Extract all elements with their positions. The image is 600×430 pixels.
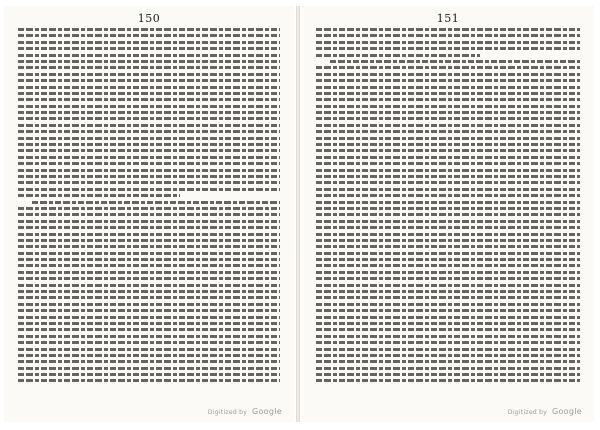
text-line — [316, 73, 580, 76]
text-line — [18, 296, 280, 299]
text-line — [18, 328, 280, 331]
text-line — [18, 169, 280, 172]
text-line — [18, 373, 280, 376]
text-line — [316, 149, 580, 152]
right-page-body-text — [316, 28, 580, 382]
text-line — [18, 137, 280, 140]
text-line — [18, 360, 280, 363]
text-line — [316, 271, 580, 274]
text-line — [18, 379, 280, 382]
text-line — [316, 379, 580, 382]
text-line — [316, 92, 580, 95]
watermark-prefix: Digitized by — [207, 409, 248, 416]
text-line — [18, 149, 280, 152]
google-logo: Google — [251, 407, 282, 416]
text-line — [316, 181, 580, 184]
text-line — [316, 316, 580, 319]
text-line — [18, 92, 280, 95]
book-gutter — [296, 6, 300, 422]
text-line — [18, 34, 280, 37]
text-line — [18, 245, 280, 248]
text-line — [18, 341, 280, 344]
text-line — [18, 47, 280, 50]
text-line — [18, 98, 280, 101]
text-line — [316, 143, 580, 146]
text-line — [18, 277, 280, 280]
text-line — [316, 98, 580, 101]
text-line — [18, 111, 280, 114]
left-page-body-text — [18, 28, 280, 382]
text-line — [316, 124, 580, 127]
text-line — [316, 156, 580, 159]
text-line — [18, 181, 280, 184]
text-line — [18, 73, 280, 76]
text-line — [18, 175, 280, 178]
text-line — [316, 233, 580, 236]
text-line — [316, 41, 580, 44]
text-line — [18, 66, 280, 69]
text-line — [316, 54, 480, 57]
text-line — [316, 245, 580, 248]
text-line — [18, 188, 280, 191]
text-line — [316, 79, 580, 82]
text-line — [316, 175, 580, 178]
text-line — [18, 117, 280, 120]
text-line — [316, 226, 580, 229]
text-line — [18, 226, 280, 229]
text-line — [316, 309, 580, 312]
text-line — [316, 66, 580, 69]
text-line — [18, 28, 280, 31]
text-line — [316, 220, 580, 223]
left-page-number: 150 — [137, 12, 161, 25]
text-line — [18, 105, 280, 108]
text-line — [316, 354, 580, 357]
text-line — [18, 124, 280, 127]
text-line — [316, 239, 580, 242]
text-line — [18, 367, 280, 370]
text-line — [18, 303, 280, 306]
text-line — [316, 264, 580, 267]
text-line — [316, 335, 580, 338]
text-line — [18, 239, 280, 242]
text-line — [18, 354, 280, 357]
text-line — [18, 252, 280, 255]
text-line — [316, 373, 580, 376]
text-line — [18, 233, 280, 236]
text-line — [330, 60, 580, 63]
text-line — [316, 169, 580, 172]
text-line — [316, 322, 580, 325]
text-line — [316, 130, 580, 133]
watermark-prefix: Digitized by — [507, 409, 548, 416]
text-line — [316, 367, 580, 370]
right-page-number: 151 — [436, 12, 460, 25]
text-line — [316, 111, 580, 114]
text-line — [18, 162, 280, 165]
text-line — [316, 207, 580, 210]
text-line — [316, 201, 580, 204]
text-line — [316, 34, 580, 37]
text-line — [316, 360, 580, 363]
text-line — [316, 86, 580, 89]
text-line — [18, 220, 280, 223]
text-line — [316, 303, 580, 306]
text-line — [316, 28, 580, 31]
text-line — [18, 86, 280, 89]
text-line — [316, 284, 580, 287]
text-line — [32, 201, 280, 204]
text-line — [316, 252, 580, 255]
text-line — [18, 322, 280, 325]
text-line — [18, 348, 280, 351]
text-line — [316, 47, 580, 50]
text-line — [316, 341, 580, 344]
text-line — [18, 143, 280, 146]
text-line — [316, 213, 580, 216]
right-page — [302, 6, 594, 422]
text-line — [316, 277, 580, 280]
text-line — [18, 41, 280, 44]
text-line — [18, 284, 280, 287]
text-line — [316, 328, 580, 331]
google-logo: Google — [551, 407, 582, 416]
right-page-watermark — [508, 407, 582, 416]
left-page — [4, 6, 294, 422]
text-line — [18, 130, 280, 133]
text-line — [18, 54, 280, 57]
text-line — [316, 137, 580, 140]
text-line — [18, 309, 280, 312]
text-line — [18, 271, 280, 274]
text-line — [316, 258, 580, 261]
text-line — [18, 156, 280, 159]
text-line — [18, 316, 280, 319]
text-line — [18, 207, 280, 210]
text-line — [18, 258, 280, 261]
text-line — [316, 296, 580, 299]
text-line — [316, 348, 580, 351]
text-line — [18, 290, 280, 293]
text-line — [18, 60, 280, 63]
left-page-watermark — [208, 407, 282, 416]
text-line — [316, 105, 580, 108]
text-line — [316, 188, 580, 191]
text-line — [18, 194, 180, 197]
text-line — [316, 290, 580, 293]
text-line — [316, 117, 580, 120]
text-line — [18, 335, 280, 338]
text-line — [18, 79, 280, 82]
text-line — [316, 194, 580, 197]
text-line — [18, 213, 280, 216]
text-line — [18, 264, 280, 267]
text-line — [316, 162, 580, 165]
